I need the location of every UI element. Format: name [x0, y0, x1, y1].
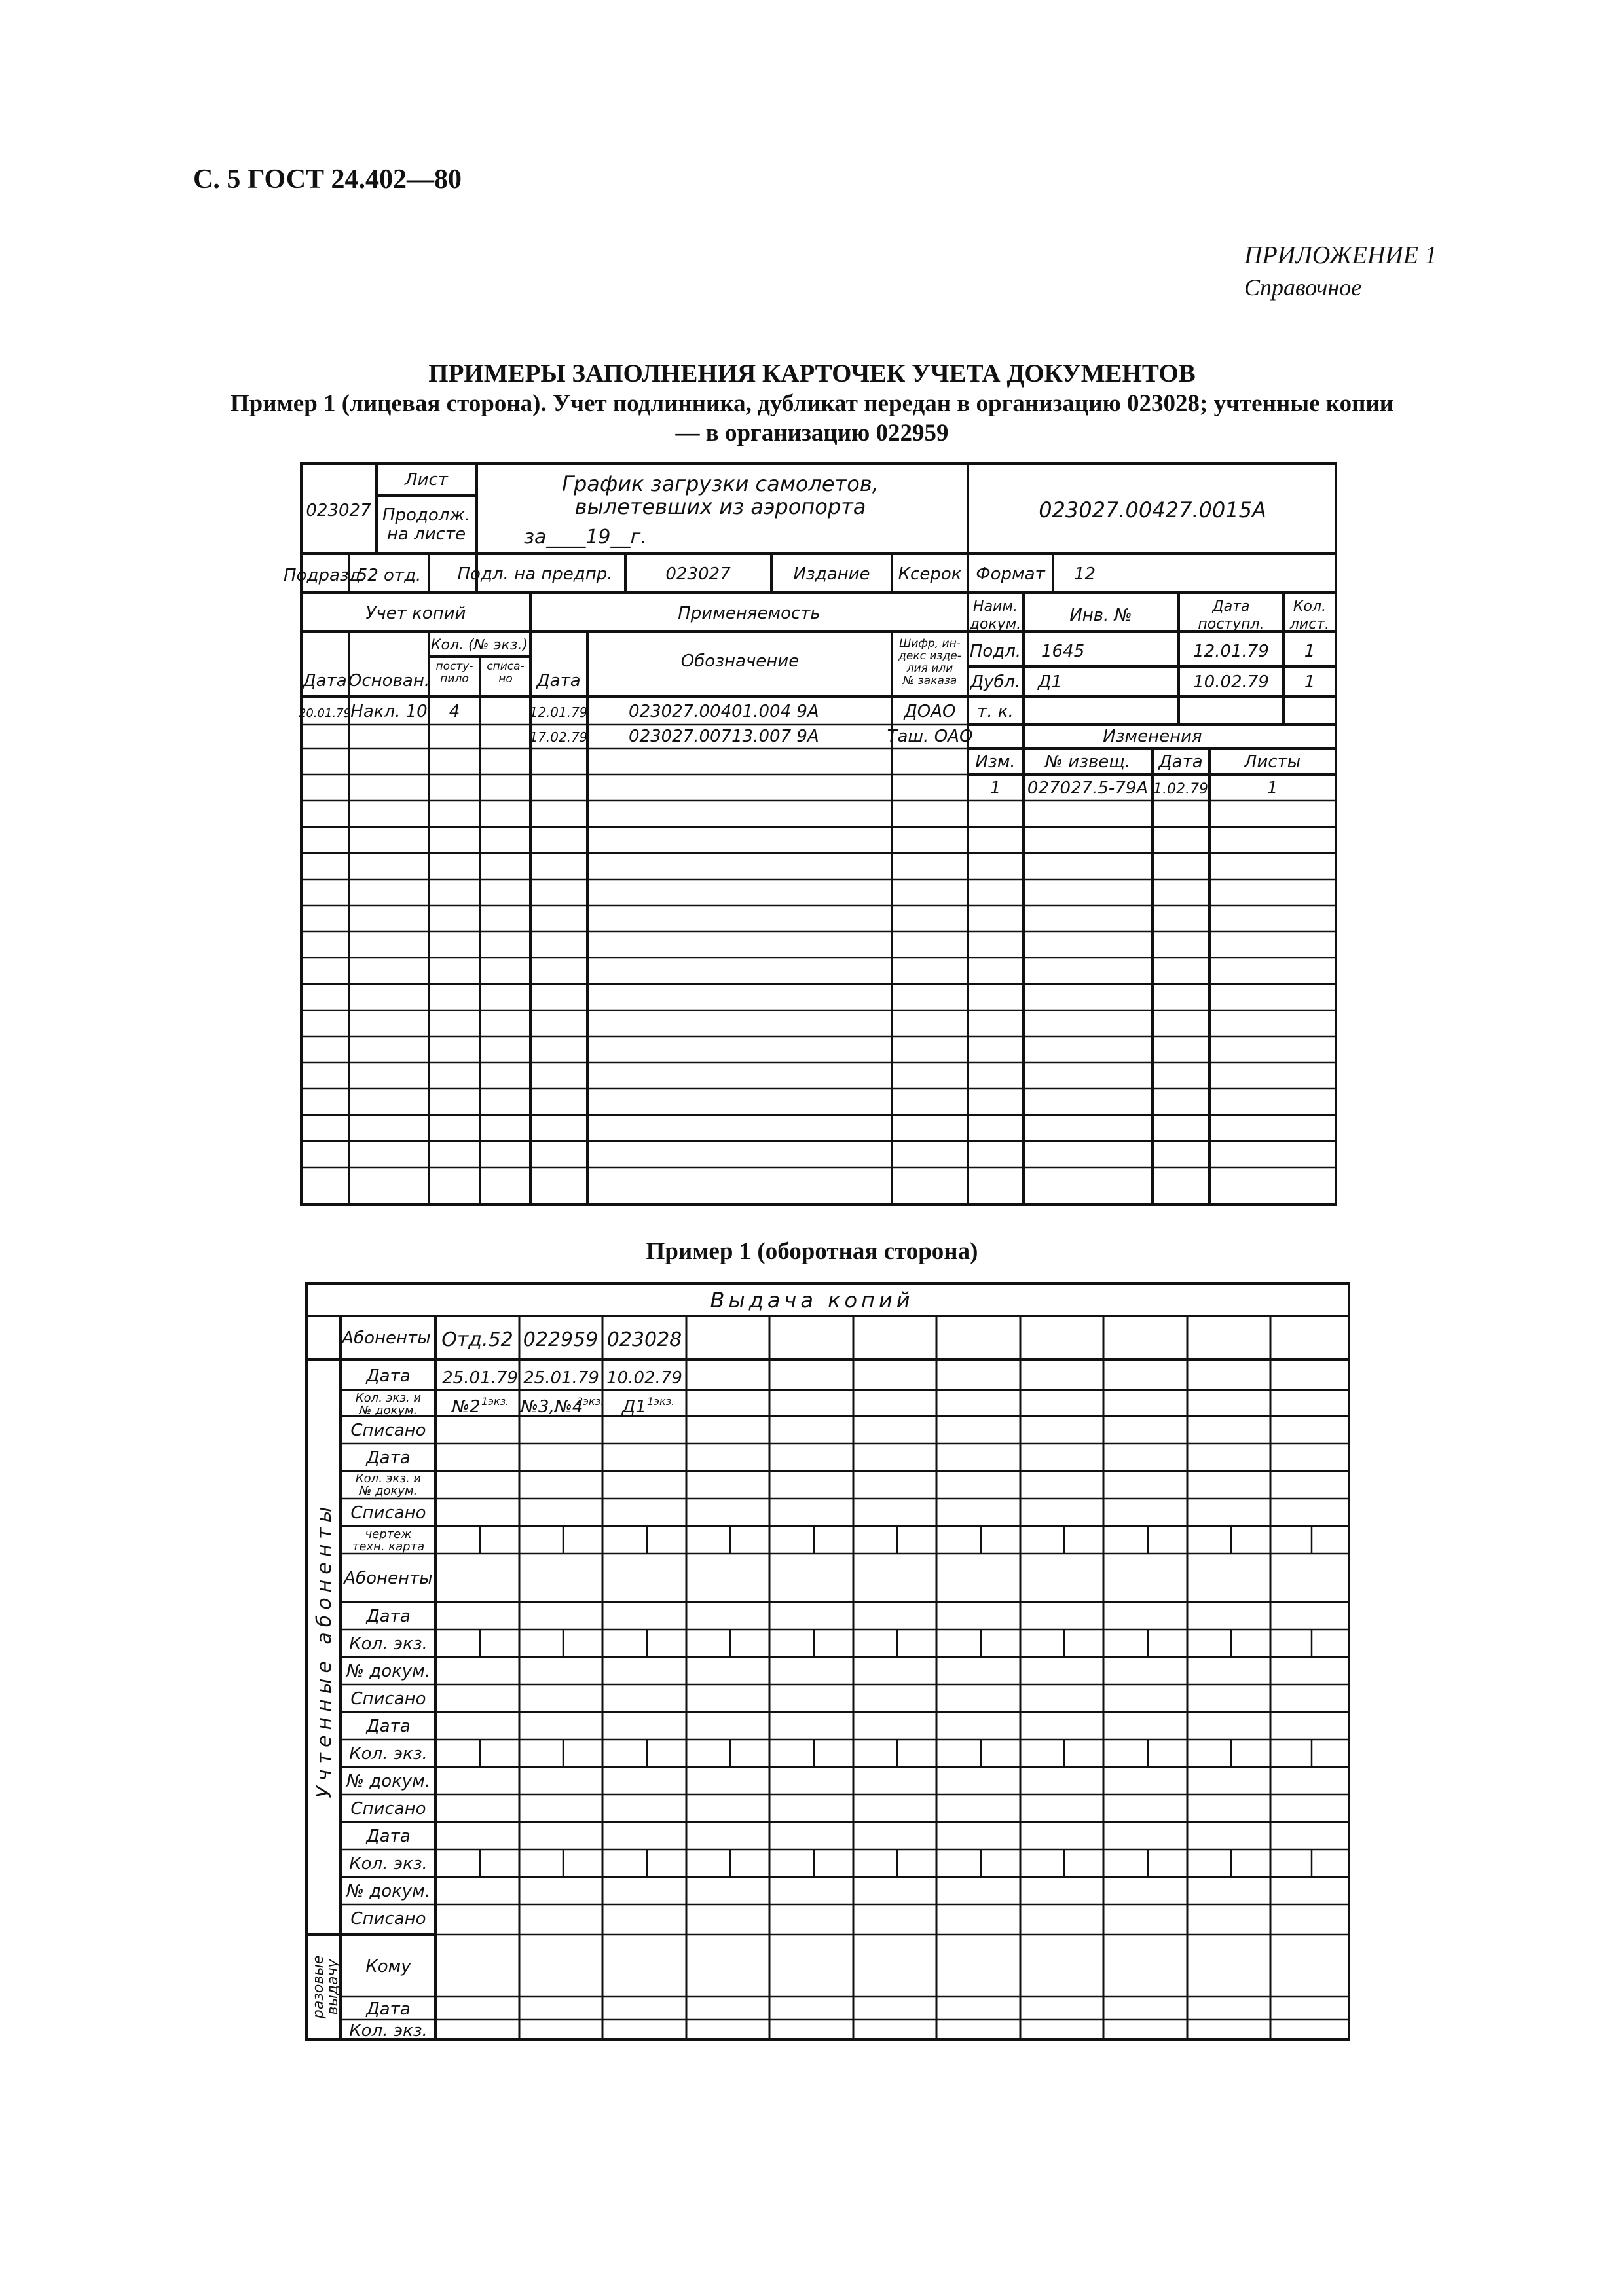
subscriber-2: 022959	[523, 1328, 599, 1351]
qty-docno-label-1a: Кол. экз. и	[355, 1391, 422, 1405]
duplicate-sheets: 1	[1304, 672, 1316, 692]
written-off-label-5: Списано	[350, 1909, 426, 1929]
duplicate-receipt-date: 10.02.79	[1193, 672, 1269, 692]
edition-label: Издание	[793, 564, 870, 584]
org-code: 023027	[306, 501, 371, 520]
qty-label-4: Кол. экз.	[349, 1744, 428, 1764]
change-row-no: 1	[989, 778, 1001, 798]
format-label: Формат	[976, 564, 1045, 584]
subtitle-line-2: — в организацию 022959	[675, 420, 949, 446]
written-off-label-1: списа-	[487, 660, 525, 673]
qty-docno-label-2a: Кол. экз. и	[355, 1472, 422, 1485]
subscriber-1: Отд.52	[441, 1328, 513, 1351]
continued-label-1: Продолж.	[382, 505, 471, 525]
issue-date-3: 10.02.79	[606, 1368, 682, 1388]
change-no-label: Изм.	[975, 752, 1016, 772]
registered-subscribers-side-label: Учтенные абоненты	[313, 1501, 336, 1798]
podl-pred-label: Подл. на предпр.	[457, 564, 613, 584]
qty-docno-label-2b: № докум.	[359, 1484, 418, 1498]
doc-name-label-2: докум.	[969, 616, 1022, 632]
changes-header: Изменения	[1103, 727, 1202, 746]
one-time-side-label-2: выдачу	[325, 1959, 341, 2015]
inv-no-label: Инв. №	[1069, 606, 1132, 625]
row2-designation: 023027.00713.007 9А	[629, 727, 819, 746]
date-label-2: Дата	[366, 1448, 411, 1468]
code-label-4: № заказа	[902, 674, 957, 687]
written-off-label-2: но	[498, 672, 513, 685]
podl-pred-value: 023027	[665, 564, 731, 584]
copies-2-qty: 2экз.	[576, 1395, 604, 1408]
format-value: 12	[1074, 564, 1096, 584]
change-row-sheets: 1	[1266, 778, 1278, 798]
original-sheets: 1	[1304, 642, 1316, 661]
row1-code: ДОАО	[904, 702, 956, 721]
docno-label-3: № докум.	[346, 1662, 431, 1681]
row1-designation: 023027.00401.004 9А	[629, 702, 819, 721]
designation-label: Обозначение	[680, 651, 800, 671]
duplicate-label: Дубл.	[970, 672, 1021, 692]
page-header: С. 5 ГОСТ 24.402—80	[193, 164, 462, 194]
sheets-count-label-1: Кол.	[1293, 598, 1327, 615]
qty-docno-label-1b: № докум.	[359, 1404, 418, 1417]
basis-label: Основан.	[348, 671, 430, 691]
copies-3-qty: 1экз.	[647, 1395, 675, 1408]
received-label-1: посту-	[435, 660, 473, 673]
written-off-label-2: Списано	[350, 1503, 426, 1523]
subscribers-label-2: Абоненты	[344, 1569, 433, 1588]
drawing-label: чертеж	[365, 1527, 412, 1541]
one-time-date-label: Дата	[366, 1999, 411, 2019]
issue-date-2: 25.01.79	[523, 1368, 599, 1388]
one-time-side-label-1: разовые	[310, 1955, 327, 2019]
original-receipt-date: 12.01.79	[1193, 642, 1269, 661]
code-label-1: Шифр, ин-	[899, 637, 961, 650]
podrazd-value: 52 отд.	[356, 566, 422, 585]
change-date-label: Дата	[1158, 752, 1203, 772]
row2-code: Таш. ОАО	[887, 727, 973, 746]
change-row-notice: 027027.5-79А	[1027, 778, 1149, 798]
apply-date-label: Дата	[536, 671, 581, 691]
issue-date-1: 25.01.79	[442, 1368, 518, 1388]
date-label-3: Дата	[366, 1607, 411, 1626]
doc-designation: 023027.00427.0015А	[1039, 498, 1266, 522]
qty-label-5: Кол. экз.	[349, 1854, 428, 1874]
duplicate-inv-no: Д1	[1038, 672, 1062, 692]
date-label-1: Дата	[366, 1366, 411, 1386]
subscribers-label: Абоненты	[342, 1328, 431, 1348]
row2-apply-date: 17.02.79	[529, 729, 588, 745]
written-off-label-3: Списано	[350, 1689, 426, 1709]
receipt-date-label-1: Дата	[1212, 598, 1250, 615]
row1-date: 20.01.79	[298, 706, 352, 720]
date-label: Дата	[303, 671, 347, 691]
received-label-2: пило	[440, 672, 469, 685]
original-label: Подл.	[969, 642, 1022, 661]
copies-1: №2	[452, 1397, 481, 1417]
sheets-count-label-2: лист.	[1289, 616, 1330, 632]
subscriber-3: 023028	[606, 1328, 682, 1351]
doc-name-label-1: Наим.	[973, 598, 1018, 615]
copies-3: Д1	[622, 1397, 646, 1417]
copies-issue-header: Выдача копий	[710, 1288, 914, 1313]
doc-name-1: График загрузки самолетов,	[562, 471, 879, 496]
docno-label-5: № докум.	[346, 1882, 431, 1901]
row1-apply-date: 12.01.79	[529, 704, 588, 720]
date-label-5: Дата	[366, 1827, 411, 1846]
list-label: Лист	[405, 470, 448, 490]
date-label-4: Дата	[366, 1717, 411, 1736]
back-side-title: Пример 1 (оборотная сторона)	[646, 1238, 978, 1265]
change-row-date: 1.02.79	[1153, 781, 1208, 797]
written-off-label-1: Списано	[350, 1421, 426, 1440]
tech-card-label: техн. карта	[352, 1540, 425, 1554]
doc-name-2: вылетевших из аэропорта	[574, 494, 866, 519]
copies-1-qty: 1экз.	[481, 1395, 509, 1408]
sheets-label: Листы	[1244, 752, 1301, 772]
appendix-label: ПРИЛОЖЕНИЕ 1	[1244, 242, 1437, 269]
doc-name-3: за____19__г.	[524, 526, 647, 549]
copies-2: №3,№4	[521, 1397, 583, 1417]
copy-method-label: Ксерок	[898, 564, 962, 584]
appendix-type: Справочное	[1244, 274, 1362, 301]
podrazd-label: Подразд.	[284, 566, 366, 585]
one-time-qty-label: Кол. экз.	[349, 2021, 428, 2041]
written-off-label-4: Списано	[350, 1799, 426, 1819]
notice-no-label: № извещ.	[1044, 752, 1131, 772]
continued-label-2: на листе	[386, 524, 466, 544]
subtitle-line-1: Пример 1 (лицевая сторона). Учет подлинника, дубликат передан в организацию 023028; учтенные копии	[230, 390, 1394, 417]
docno-label-4: № докум.	[346, 1772, 431, 1791]
main-title: ПРИМЕРЫ ЗАПОЛНЕНИЯ КАРТОЧЕК УЧЕТА ДОКУМЕНТОВ	[428, 359, 1196, 388]
copies-count-label: Кол. (№ экз.)	[430, 637, 528, 653]
code-label-3: лия или	[906, 662, 953, 675]
receipt-date-label-2: поступл.	[1198, 616, 1264, 632]
code-label-2: декс изде-	[898, 649, 961, 663]
tk-label: т. к.	[977, 702, 1014, 721]
qty-label-3: Кол. экз.	[349, 1634, 428, 1654]
recipient-label: Кому	[365, 1957, 411, 1977]
copy-accounting-header: Учет копий	[365, 604, 466, 623]
row1-received: 4	[449, 702, 460, 721]
row1-basis: Накл. 10	[350, 702, 428, 721]
original-inv-no: 1645	[1041, 642, 1085, 661]
applicability-header: Применяемость	[678, 604, 821, 623]
